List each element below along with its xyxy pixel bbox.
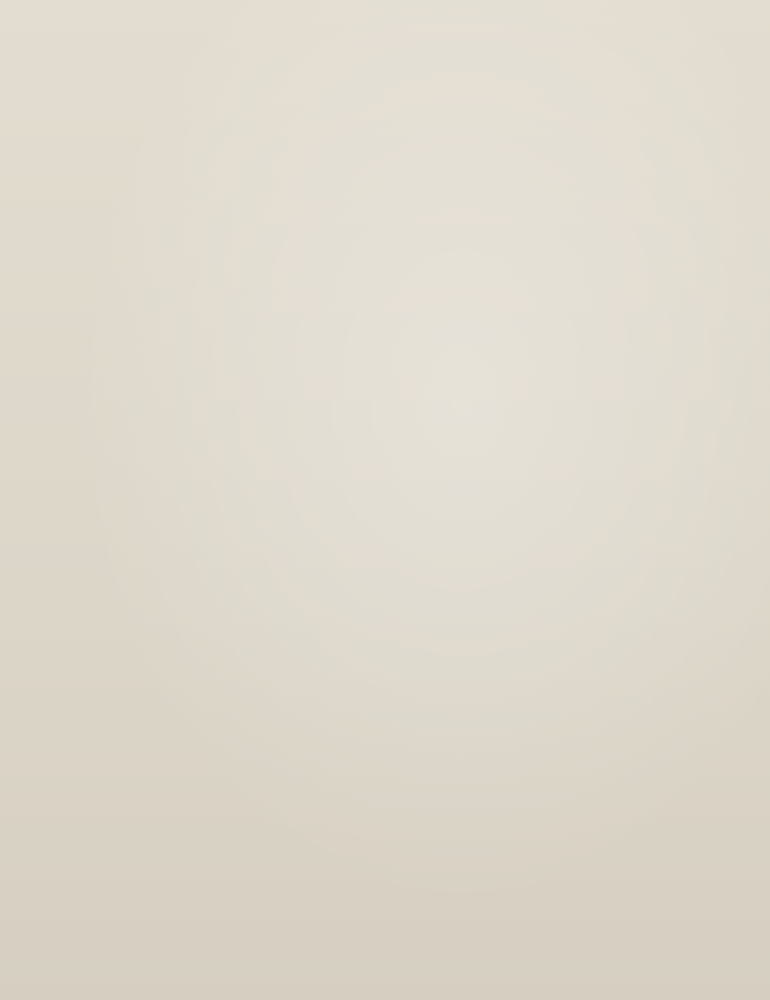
ornamental-border-top <box>10 10 760 46</box>
ornamental-border-right <box>722 10 760 986</box>
title-page <box>56 44 716 944</box>
ornamental-border-left <box>10 10 48 986</box>
ornamental-border-bottom <box>10 948 760 986</box>
ornamental-divider <box>84 850 688 884</box>
